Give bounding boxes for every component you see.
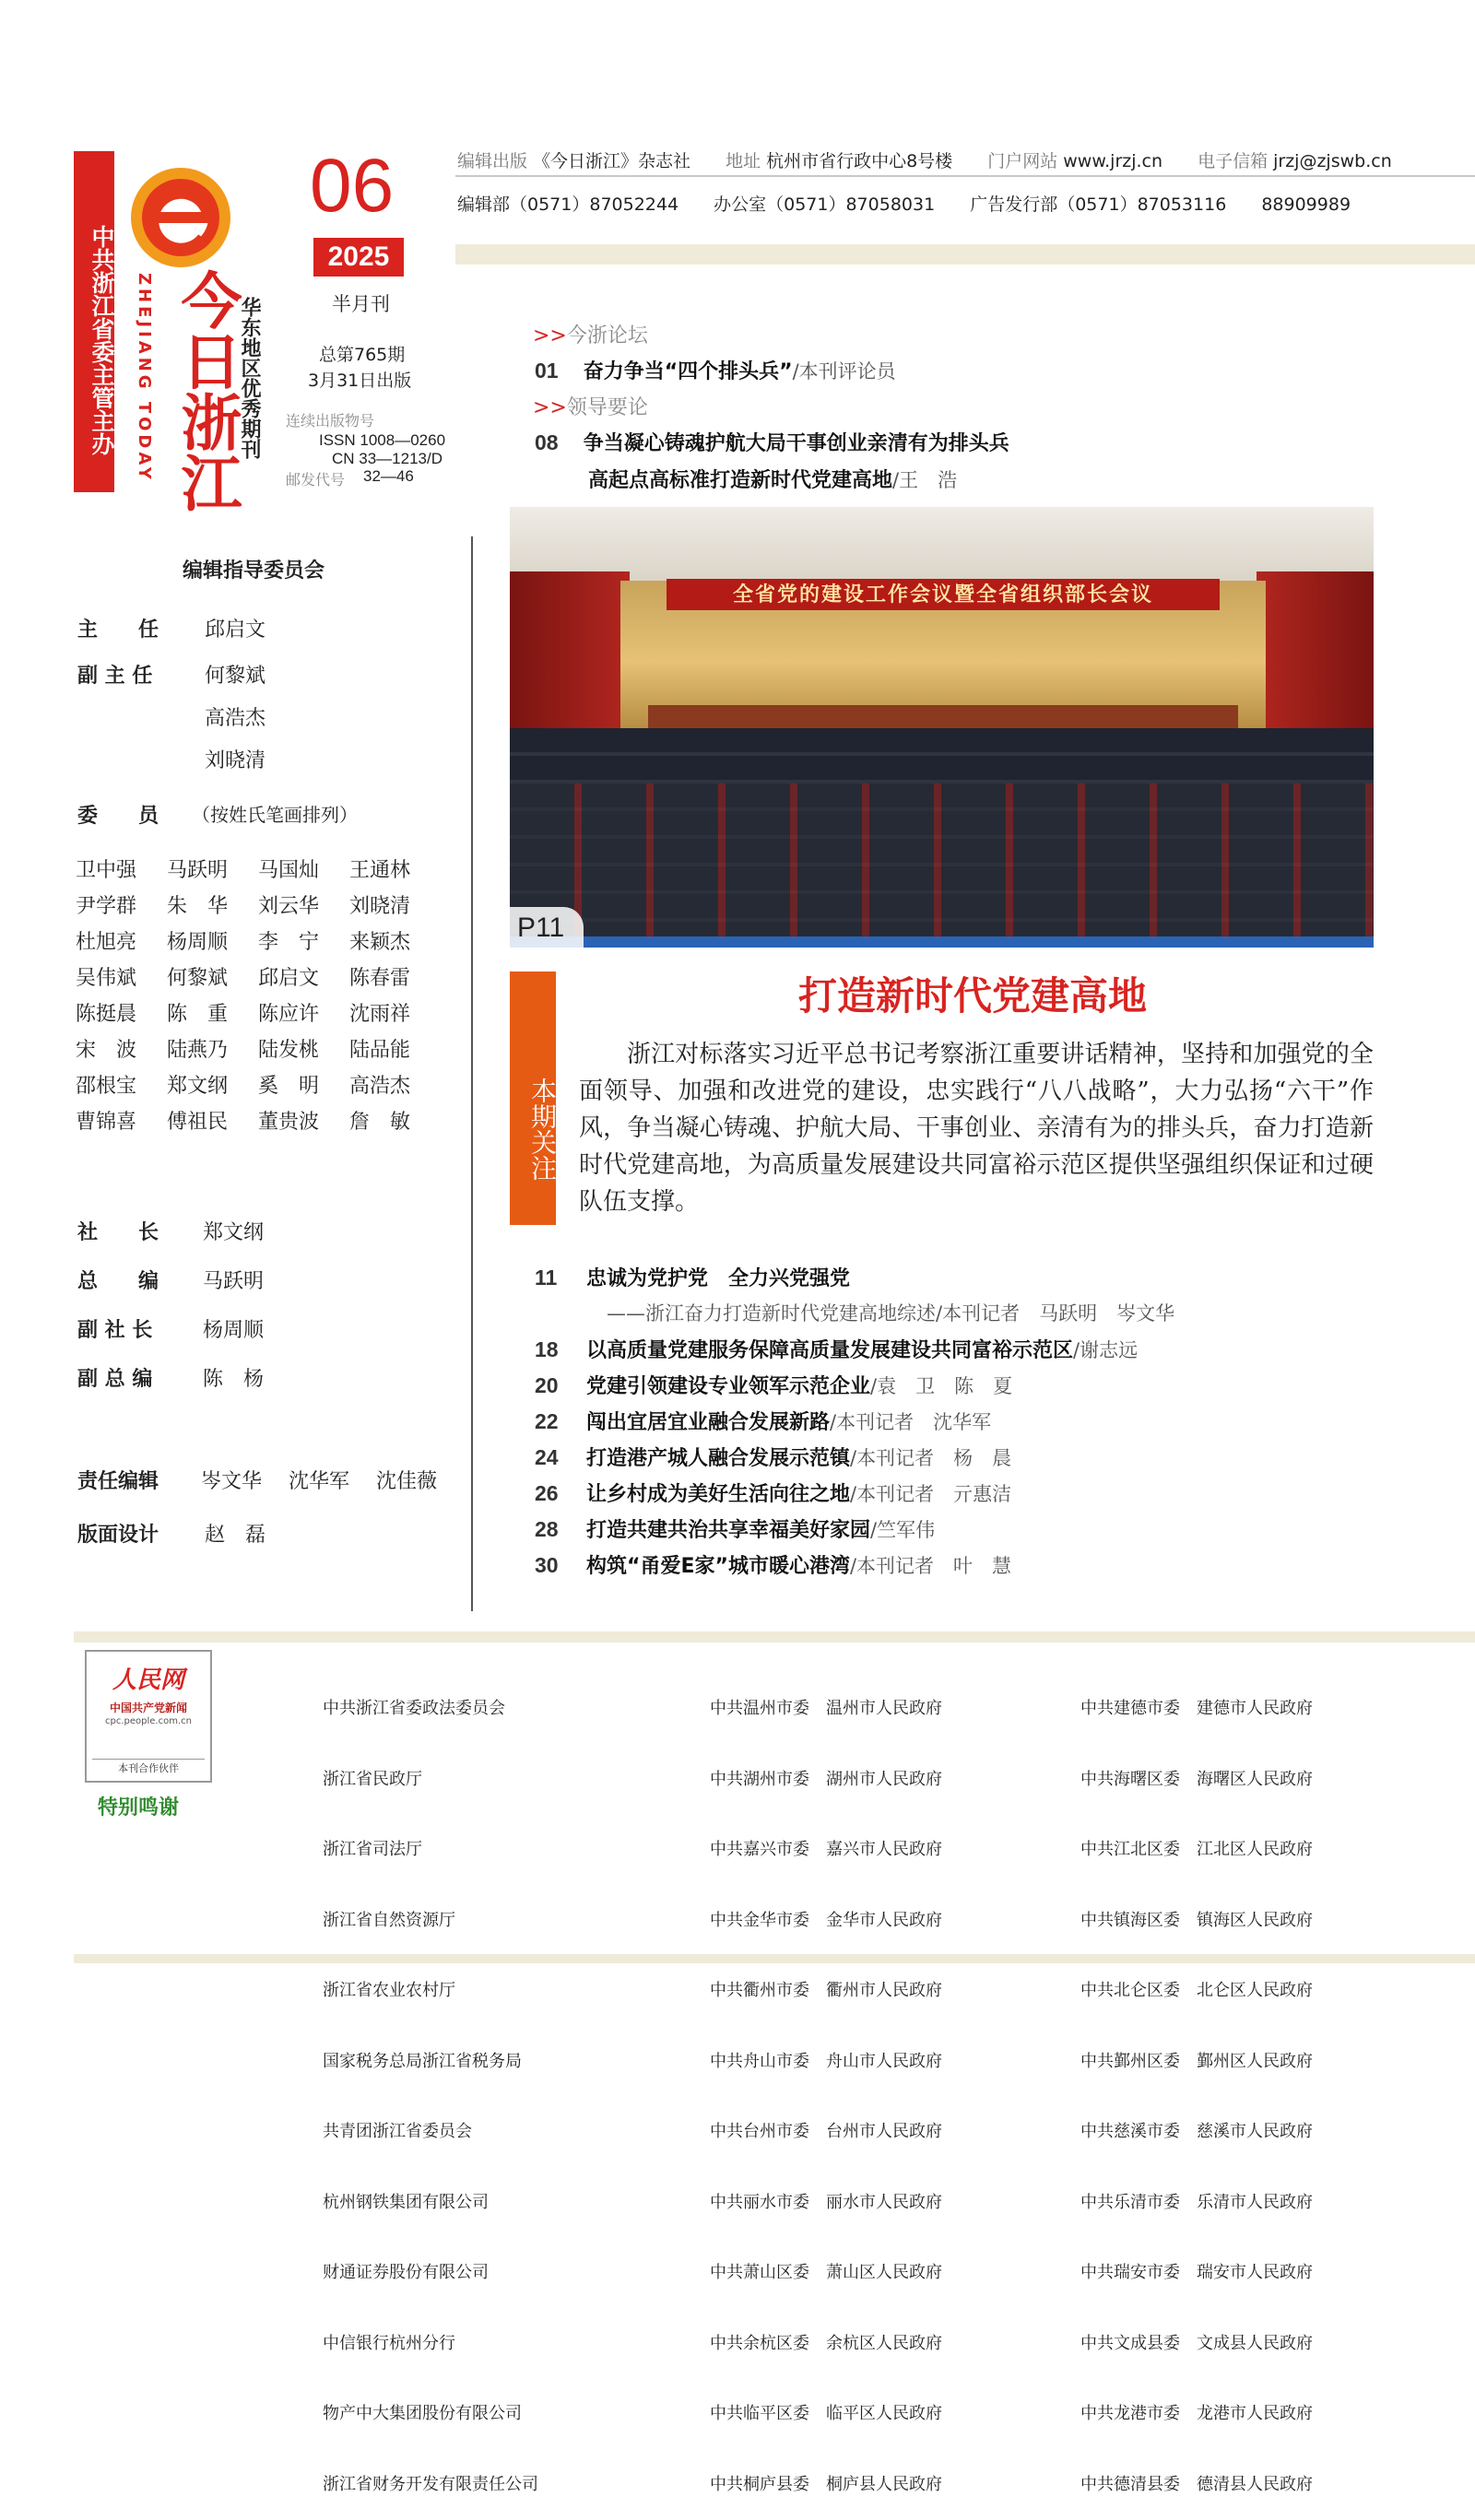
toc-title: 党建引领建设专业领军示范企业 [586, 1375, 871, 1398]
ack-item: 国家税务总局浙江省税务局 [323, 2051, 522, 2071]
ack-item: 杭州钢铁集团有限公司 [323, 2192, 489, 2212]
address-label: 地址 [726, 151, 761, 171]
toc-author: /谢志远 [1073, 1339, 1139, 1361]
toc-title: 打造共建共治共享幸福美好家园 [586, 1519, 871, 1542]
header-line-1 [457, 147, 1392, 172]
toc-item[interactable] [535, 1371, 1383, 1407]
ack-item: 中共建德市委 建德市人民政府 [1080, 1699, 1313, 1718]
ack-item: 财通证券股份有限公司 [323, 2263, 489, 2282]
focus-body: 浙江对标落实习近平总书记考察浙江重要讲话精神，坚持和加强党的全面领导、加强和改进党的建设，忠实践行“八八战略”，大力弘扬“六干”作风，争当凝心铸魂、护航大局、干事创业、亲清有为的排头兵，奋力打造新时代党建高地，为高质量发展建设共同富裕示范区提供坚强组织保证和过硬队伍支撑。 [579, 1041, 1374, 1216]
ack-item: 中共文成县委 文成县人民政府 [1080, 2333, 1313, 2353]
header-band [455, 244, 1475, 265]
director-label: 主 任 [77, 618, 159, 642]
staff-name: 马跃明 [203, 1270, 265, 1293]
partner-sub: 中国共产党新闻 [109, 1702, 187, 1714]
member-name: 刘云华 [258, 895, 320, 918]
toc-author: /本刊记者 杨 晨 [850, 1447, 1012, 1469]
member-name: 李 宁 [258, 931, 320, 954]
ack-item: 中共台州市委 台州市人民政府 [710, 2122, 942, 2141]
postal-label: 邮发代号 [286, 471, 346, 489]
member-name: 曹锦喜 [76, 1111, 137, 1134]
toc-main [535, 1263, 1383, 1586]
ack-item: 中共乐清市委 乐清市人民政府 [1080, 2192, 1313, 2212]
members-label: 委 员 [77, 805, 159, 828]
photo-blue-strip [510, 936, 1374, 948]
brand-chinese: 今日浙江 [171, 269, 242, 512]
member-name: 陈挺晨 [76, 1003, 137, 1026]
ack-item: 中共临平区委 临平区人民政府 [710, 2404, 942, 2423]
ack-item: 中共衢州市委 衢州市人民政府 [710, 1981, 942, 2000]
toc-author: /本刊记者 亓惠洁 [850, 1483, 1012, 1505]
staff-label: 副 总 编 [77, 1368, 153, 1391]
serial-label: 连续出版物号 [286, 412, 375, 430]
header-rule [455, 175, 1475, 177]
brand-tagline: 华东地区优秀期刊 [238, 297, 261, 459]
partner-url: cpc.people.com.cn [105, 1716, 192, 1726]
ack-item: 物产中大集团股份有限公司 [323, 2404, 522, 2423]
column-divider [471, 536, 473, 1611]
toc-title: 忠诚为党护党 全力兴党强党 [586, 1267, 851, 1290]
member-name: 奚 明 [258, 1075, 320, 1098]
deputy-name: 何黎斌 [205, 665, 266, 688]
staff-name: 岑文华 沈华军 沈佳薇 [201, 1470, 437, 1493]
member-name: 詹 敏 [349, 1111, 411, 1134]
member-name: 陆品能 [349, 1039, 411, 1062]
ack-item: 中共湖州市委 湖州市人民政府 [710, 1769, 942, 1789]
section-leader-label: 领导要论 [566, 396, 648, 419]
member-name: 邱启文 [258, 967, 320, 990]
partner-logo: 人民网 [112, 1666, 184, 1694]
deputy-label: 副 主 任 [77, 665, 153, 688]
photo-podium [648, 705, 1238, 729]
extra-phone: 88909989 [1261, 194, 1351, 215]
member-name: 董贵波 [258, 1111, 320, 1134]
toc-title: 闯出宜居宜业融合发展新路 [586, 1411, 831, 1434]
member-name: 陈应许 [258, 1003, 320, 1026]
editorial-phone: 编辑部（0571）87052244 [457, 194, 679, 215]
staff-label: 副 社 长 [77, 1319, 153, 1342]
toc-item-08-line2[interactable] [588, 465, 957, 493]
ack-item: 中共瑞安市委 瑞安市人民政府 [1080, 2263, 1313, 2282]
toc-title: 让乡村成为美好生活向往之地 [586, 1483, 851, 1506]
member-name: 陈春雷 [349, 967, 411, 990]
member-name: 尹学群 [76, 895, 137, 918]
toc-page-num: 08 [535, 430, 559, 454]
toc-item[interactable] [535, 1407, 1383, 1443]
member-name: 沈雨祥 [349, 1003, 411, 1026]
staff-label: 责任编辑 [77, 1470, 159, 1493]
toc-author: ——浙江奋力打造新时代党建高地综述/本刊记者 马跃明 岑文华 [607, 1302, 1175, 1325]
staff-name: 陈 杨 [203, 1368, 265, 1391]
toc-page-num: 26 [535, 1481, 559, 1505]
toc-item[interactable] [535, 1514, 1383, 1550]
toc-item-08[interactable] [535, 428, 1009, 456]
toc-item[interactable] [535, 1443, 1383, 1478]
brand-english: ZHEJIANG TODAY [135, 273, 154, 483]
office-phone: 办公室（0571）87058031 [714, 194, 936, 215]
member-name: 杨周顺 [167, 931, 229, 954]
address: 杭州市省行政中心8号楼 [766, 151, 953, 171]
photo-seats [510, 783, 1374, 948]
cn-number: CN 33—1213/D [332, 450, 443, 467]
member-name: 王通林 [349, 859, 411, 882]
bottom-band-top [74, 1631, 1475, 1643]
member-name: 高浩杰 [349, 1075, 411, 1098]
ack-item: 中共龙港市委 龙港市人民政府 [1080, 2404, 1313, 2423]
ack-item: 浙江省财务开发有限责任公司 [323, 2474, 538, 2494]
toc-title: 构筑“甬爱E家”城市暖心港湾 [586, 1555, 850, 1578]
staff-name: 杨周顺 [203, 1319, 265, 1342]
frequency: 半月刊 [332, 293, 390, 315]
member-name: 陆发桃 [258, 1039, 320, 1062]
toc-item[interactable] [535, 1263, 1383, 1299]
member-name: 杜旭亮 [76, 931, 137, 954]
toc-author: /袁 卫 陈 夏 [870, 1375, 1013, 1397]
ack-item: 中共江北区委 江北区人民政府 [1080, 1840, 1313, 1859]
toc-page-num: 22 [535, 1409, 559, 1433]
staff-name: 郑文纲 [203, 1221, 265, 1244]
focus-title: 打造新时代党建高地 [797, 973, 1147, 1019]
member-name: 傅祖民 [167, 1111, 229, 1134]
director-name: 邱启文 [205, 618, 266, 642]
ack-item: 中共德清县委 德清县人民政府 [1080, 2474, 1313, 2494]
member-name: 宋 波 [76, 1039, 137, 1062]
toc-title: 以高质量党建服务保障高质量发展建设共同富裕示范区 [586, 1339, 1074, 1362]
member-name: 何黎斌 [167, 967, 229, 990]
toc-item[interactable] [535, 1335, 1383, 1371]
sponsor-bar: 中共浙江省委主管主办 [74, 151, 114, 492]
section-forum: >>今浙论坛 [533, 324, 648, 347]
ack-item: 中共桐庐县委 桐庐县人民政府 [710, 2474, 942, 2494]
ack-item: 中共萧山区委 萧山区人民政府 [710, 2263, 942, 2282]
committee-heading: 编辑指导委员会 [183, 559, 325, 583]
ack-item: 共青团浙江省委员会 [323, 2122, 472, 2141]
members-grid [76, 853, 463, 1140]
issn: ISSN 1008—0260 [319, 431, 446, 449]
photo-ceiling [510, 507, 1374, 590]
toc-title-2: 高起点高标准打造新时代党建高地 [588, 469, 893, 492]
toc-page-num: 24 [535, 1445, 559, 1469]
toc-page-num: 30 [535, 1553, 559, 1577]
staff-name: 赵 磊 [205, 1524, 266, 1547]
toc-title: 打造港产城人融合发展示范镇 [586, 1447, 851, 1470]
staff-label: 社 长 [77, 1221, 159, 1244]
toc-page-num: 01 [535, 359, 559, 383]
ack-item: 中共丽水市委 丽水市人民政府 [710, 2192, 942, 2212]
member-name: 吴伟斌 [76, 967, 137, 990]
toc-page-num: 18 [535, 1337, 559, 1361]
ack-column-3 [1080, 1650, 1313, 2520]
website-link[interactable]: www.jrzj.cn [1063, 151, 1163, 171]
header-line-2 [457, 191, 1351, 216]
ad-phone: 广告发行部（0571）87053116 [970, 194, 1227, 215]
toc-title: 奋力争当“四个排头兵” [583, 360, 793, 383]
member-name: 马跃明 [167, 859, 229, 882]
member-name: 刘晓清 [349, 895, 411, 918]
ack-item: 中共舟山市委 舟山市人民政府 [710, 2051, 942, 2071]
toc-item[interactable] [535, 1478, 1383, 1514]
postal-code: 32—46 [363, 467, 414, 485]
toc-page-num: 20 [535, 1373, 559, 1397]
toc-author: /本刊记者 叶 慧 [849, 1555, 1012, 1577]
member-name: 马国灿 [258, 859, 320, 882]
ack-item: 中共北仑区委 北仑区人民政府 [1080, 1981, 1313, 2000]
toc-author: /竺军伟 [870, 1519, 936, 1541]
staff-label: 总 编 [77, 1270, 159, 1293]
ack-item: 浙江省司法厅 [323, 1840, 422, 1859]
publish-date: 3月31日出版 [308, 371, 412, 391]
member-name: 郑文纲 [167, 1075, 229, 1098]
photo-page-ref[interactable]: P11 [510, 907, 584, 949]
toc-item-subtitle [535, 1299, 1383, 1335]
ack-item: 中共浙江省委政法委员会 [323, 1699, 505, 1718]
partner-logo-box[interactable] [85, 1650, 212, 1783]
toc-author: /王 浩 [892, 469, 958, 491]
deputy-name: 高浩杰 [205, 707, 266, 730]
bottom-band-bottom [74, 1954, 1475, 1963]
member-name: 陈 重 [167, 1003, 229, 1026]
toc-page-num: 11 [535, 1266, 558, 1289]
section-leader: >>领导要论 [533, 396, 648, 419]
ack-item: 浙江省农业农村厅 [323, 1981, 455, 2000]
ack-item: 中共金华市委 金华市人民政府 [710, 1910, 942, 1930]
member-name: 邵根宝 [76, 1075, 137, 1098]
cover-photo [510, 507, 1374, 948]
ack-column-2 [710, 1650, 942, 2520]
member-name: 来颖杰 [349, 931, 411, 954]
logo-e-icon [124, 151, 243, 280]
toc-item[interactable] [535, 1550, 1383, 1586]
ack-item: 中共慈溪市委 慈溪市人民政府 [1080, 2122, 1313, 2141]
ack-item: 中共镇海区委 镇海区人民政府 [1080, 1910, 1313, 1930]
email-label: 电子信箱 [1198, 151, 1268, 171]
issue-year: 2025 [313, 238, 404, 277]
toc-author: /本刊记者 沈华军 [830, 1411, 992, 1433]
ack-item: 浙江省自然资源厅 [323, 1910, 455, 1930]
staff-label: 版面设计 [77, 1524, 159, 1547]
photo-banner: 全省党的建设工作会议暨全省组织部长会议 [667, 579, 1220, 610]
total-issue: 总第765期 [319, 345, 406, 365]
member-name: 陆燕乃 [167, 1039, 229, 1062]
ack-item: 浙江省民政厅 [323, 1769, 422, 1789]
partner-tag: 本刊合作伙伴 [92, 1759, 205, 1777]
ack-column-1 [323, 1650, 538, 2520]
member-name: 朱 华 [167, 895, 229, 918]
deputy-name: 刘晓清 [205, 749, 266, 772]
email-link[interactable]: jrzj@zjswb.cn [1273, 151, 1392, 171]
member-name: 卫中强 [76, 859, 137, 882]
website-label: 门户网站 [987, 151, 1058, 171]
ack-item: 中共温州市委 温州市人民政府 [710, 1699, 942, 1718]
toc-author: /本刊评论员 [792, 360, 896, 383]
ack-item: 中信银行杭州分行 [323, 2333, 455, 2353]
toc-page-num: 28 [535, 1517, 559, 1541]
ack-item: 中共余杭区委 余杭区人民政府 [710, 2333, 942, 2353]
publisher: 《今日浙江》杂志社 [533, 151, 691, 171]
toc-title: 争当凝心铸魂护航大局干事创业亲清有为排头兵 [583, 432, 1009, 455]
ack-item: 中共嘉兴市委 嘉兴市人民政府 [710, 1840, 942, 1859]
special-thanks: 特别鸣谢 [98, 1796, 180, 1819]
publisher-label: 编辑出版 [457, 151, 528, 171]
focus-tag: 本期关注 [510, 971, 556, 1225]
toc-item-01[interactable] [535, 356, 896, 384]
members-note: （按姓氏笔画排列） [192, 804, 358, 826]
ack-item: 中共海曙区委 海曙区人民政府 [1080, 1769, 1313, 1789]
ack-item: 中共鄞州区委 鄞州区人民政府 [1080, 2051, 1313, 2071]
issue-number: 06 [310, 144, 395, 228]
section-forum-label: 今浙论坛 [566, 324, 648, 347]
